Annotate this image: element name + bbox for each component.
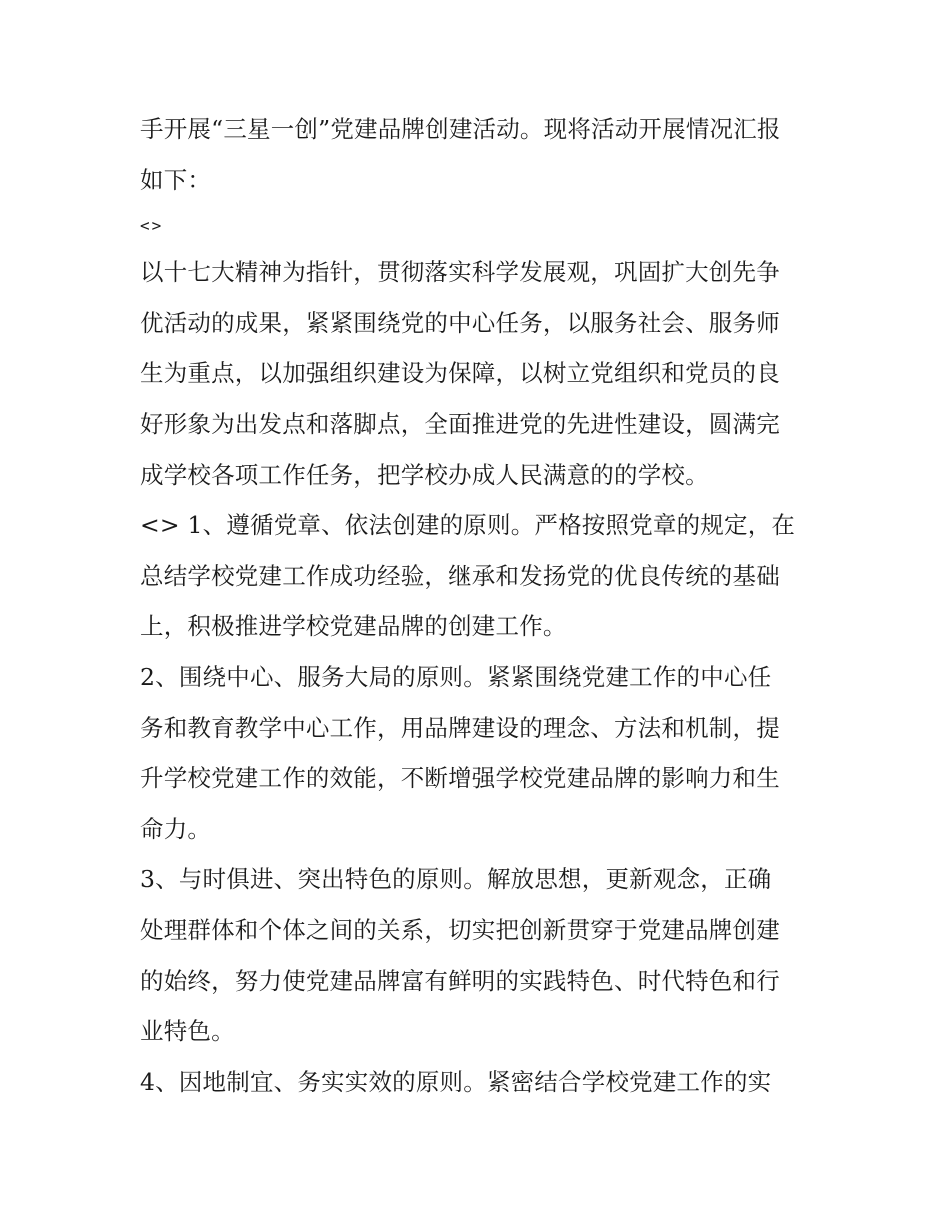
principle-1-line-1: <> 1、遵循党章、依法创建的原则。严格按照党章的规定，在 xyxy=(140,511,796,540)
principle-2-line-3: 升学校党建工作的效能，不断增强学校党建品牌的影响力和生 xyxy=(140,764,780,793)
paragraph-guiding-line-2: 优活动的成果，紧紧围绕党的中心任务，以服务社会、服务师 xyxy=(140,308,780,337)
paragraph-guiding-line-1: 以十七大精神为指针，贯彻落实科学发展观，巩固扩大创先争 xyxy=(140,258,780,287)
text-line-intro-1: 手开展“三星一创”党建品牌创建活动。现将活动开展情况汇报 xyxy=(140,115,781,143)
principle-2-line-1: 2、围绕中心、服务大局的原则。紧紧围绕党建工作的中心任 xyxy=(140,662,772,691)
text-line-intro-2: 如下： xyxy=(140,165,212,194)
principle-1-line-2: 总结学校党建工作成功经验，继承和发扬党的优良传统的基础 xyxy=(140,561,780,590)
paragraph-guiding-line-5: 成学校各项工作任务，把学校办成人民满意的的学校。 xyxy=(140,460,709,489)
principle-3-line-3: 的始终，努力使党建品牌富有鲜明的实践特色、时代特色和行 xyxy=(140,966,780,995)
principle-3-line-2: 处理群体和个体之间的关系，切实把创新贯穿于党建品牌创建 xyxy=(140,915,780,944)
document-body xyxy=(140,104,820,1107)
paragraph-guiding-line-3: 生为重点，以加强组织建设为保障，以树立党组织和党员的良 xyxy=(140,359,780,388)
principle-4-line-1: 4、因地制宜、务实实效的原则。紧密结合学校党建工作的实 xyxy=(140,1067,772,1096)
principle-3-line-1: 3、与时俱进、突出特色的原则。解放思想，更新观念，正确 xyxy=(140,865,772,894)
principle-2-line-4: 命力。 xyxy=(140,814,212,843)
principle-2-line-2: 务和教育教学中心工作，用品牌建设的理念、方法和机制，提 xyxy=(140,713,780,742)
paragraph-guiding-line-4: 好形象为出发点和落脚点，全面推进党的先进性建设，圆满完 xyxy=(140,409,780,438)
section-marker: <> xyxy=(140,216,164,236)
principle-3-line-4: 业特色。 xyxy=(140,1017,235,1046)
principle-1-line-3: 上，积极推进学校党建品牌的创建工作。 xyxy=(140,612,567,641)
